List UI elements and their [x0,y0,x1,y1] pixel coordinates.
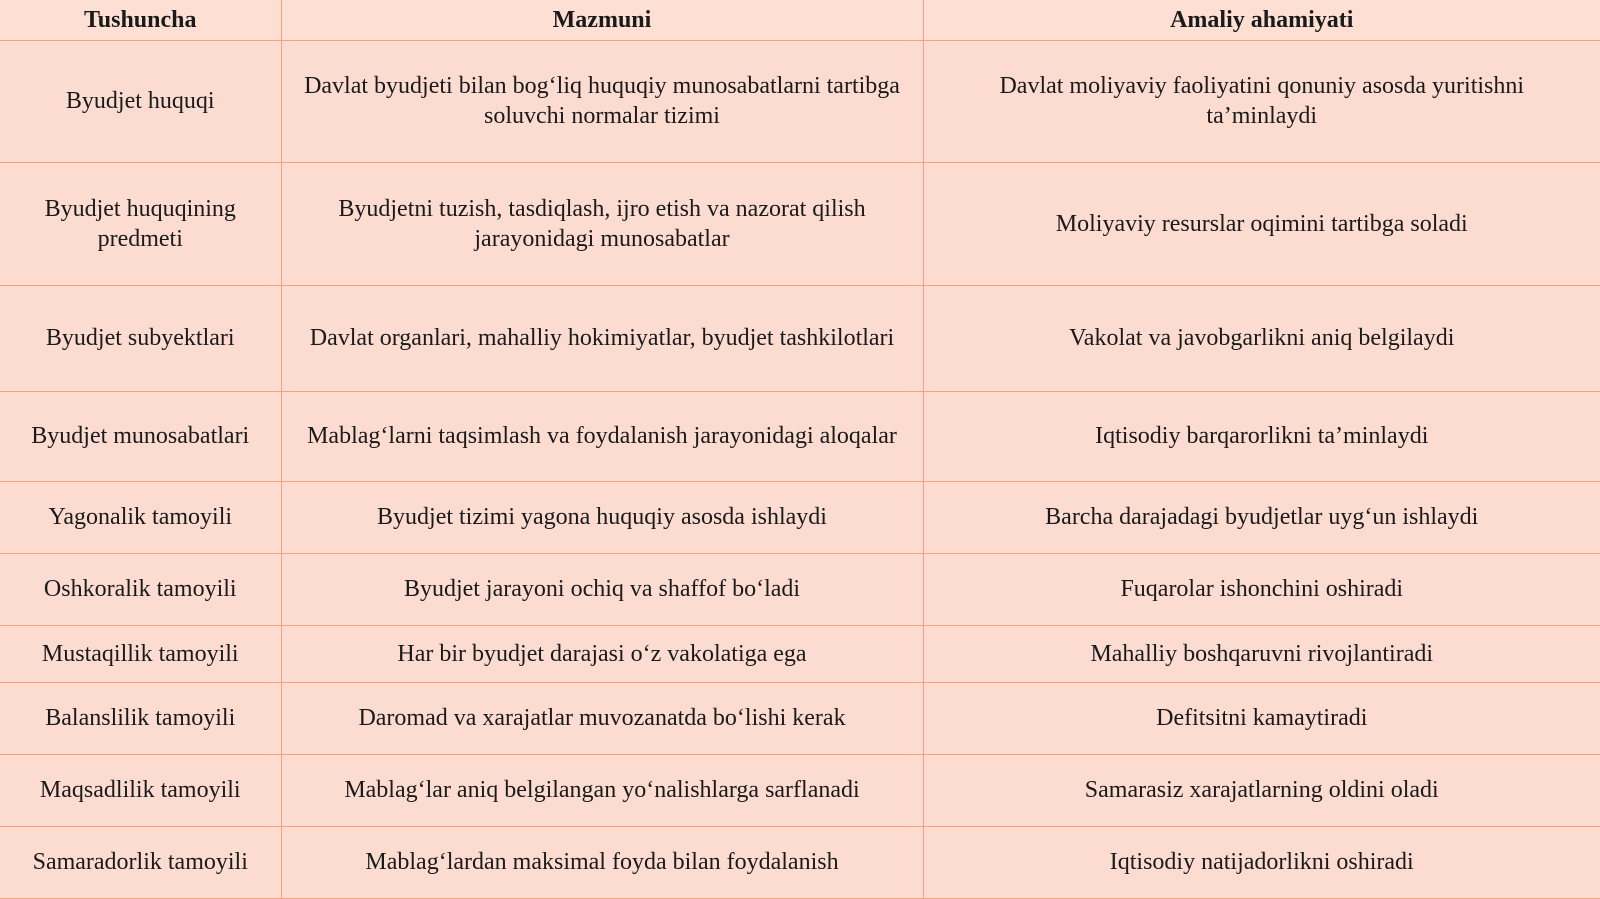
cell-content: Daromad va xarajatlar muvozanatda bo‘lishi kerak [281,682,923,754]
header-mazmuni: Mazmuni [281,0,923,40]
cell-concept: Byudjet huquqining predmeti [0,162,281,285]
cell-concept: Samaradorlik tamoyili [0,826,281,898]
cell-content: Byudjetni tuzish, tasdiqlash, ijro etish va nazorat qilish jarayonidagi munosabatlar [281,162,923,285]
table-row [0,285,1600,391]
table-row [0,162,1600,285]
cell-concept: Byudjet munosabatlari [0,391,281,481]
table-row [0,826,1600,898]
header-tushuncha: Tushuncha [0,0,281,40]
cell-concept: Mustaqillik tamoyili [0,625,281,682]
cell-significance: Defitsitni kamaytiradi [923,682,1600,754]
cell-significance: Samarasiz xarajatlarning oldini oladi [923,754,1600,826]
table-row [0,481,1600,553]
cell-significance: Fuqarolar ishonchini oshiradi [923,553,1600,625]
table-row [0,391,1600,481]
table-row [0,754,1600,826]
cell-content: Mablag‘larni taqsimlash va foydalanish jarayonidagi aloqalar [281,391,923,481]
cell-content: Mablag‘lardan maksimal foyda bilan foydalanish [281,826,923,898]
header-amaliy-ahamiyati: Amaliy ahamiyati [923,0,1600,40]
cell-content: Davlat organlari, mahalliy hokimiyatlar, byudjet tashkilotlari [281,285,923,391]
cell-significance: Mahalliy boshqaruvni rivojlantiradi [923,625,1600,682]
cell-significance: Iqtisodiy natijadorlikni oshiradi [923,826,1600,898]
table-row [0,40,1600,162]
cell-concept: Oshkoralik tamoyili [0,553,281,625]
cell-concept: Balanslilik tamoyili [0,682,281,754]
cell-content: Byudjet tizimi yagona huquqiy asosda ishlaydi [281,481,923,553]
cell-concept: Byudjet subyektlari [0,285,281,391]
cell-significance: Davlat moliyaviy faoliyatini qonuniy asosda yuritishni ta’minlaydi [923,40,1600,162]
table-row [0,553,1600,625]
table-row [0,682,1600,754]
cell-concept: Yagonalik tamoyili [0,481,281,553]
cell-concept: Byudjet huquqi [0,40,281,162]
cell-significance: Moliyaviy resurslar oqimini tartibga soladi [923,162,1600,285]
table-row [0,625,1600,682]
cell-content: Mablag‘lar aniq belgilangan yo‘nalishlarga sarflanadi [281,754,923,826]
cell-significance: Iqtisodiy barqarorlikni ta’minlaydi [923,391,1600,481]
cell-significance: Barcha darajadagi byudjetlar uyg‘un ishlaydi [923,481,1600,553]
cell-content: Byudjet jarayoni ochiq va shaffof bo‘ladi [281,553,923,625]
cell-content: Har bir byudjet darajasi o‘z vakolatiga ega [281,625,923,682]
cell-significance: Vakolat va javobgarlikni aniq belgilaydi [923,285,1600,391]
cell-content: Davlat byudjeti bilan bog‘liq huquqiy munosabatlarni tartibga soluvchi normalar tizimi [281,40,923,162]
cell-concept: Maqsadlilik tamoyili [0,754,281,826]
header-row [0,0,1600,40]
